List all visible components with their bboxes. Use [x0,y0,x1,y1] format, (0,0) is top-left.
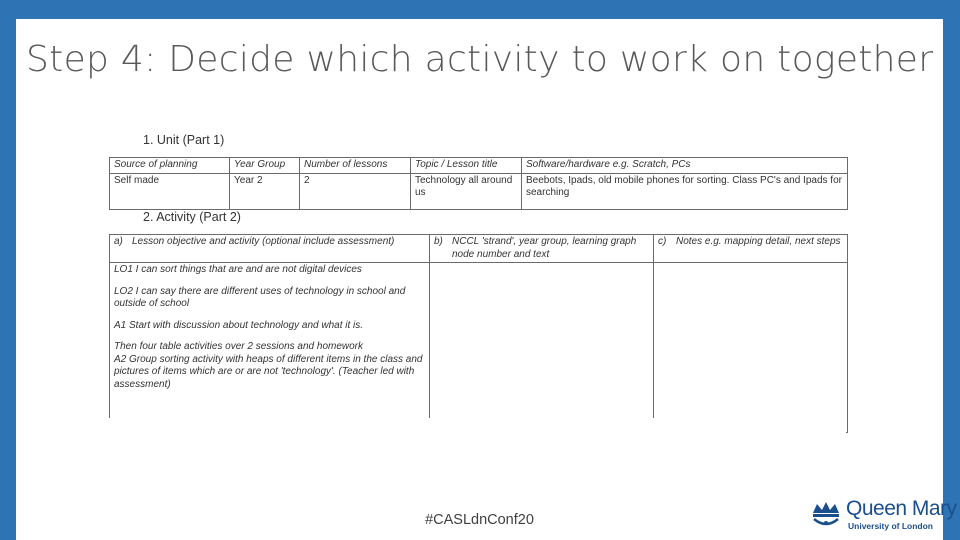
activity-notes-cell [654,263,848,433]
unit-cell-year: Year 2 [230,173,300,209]
crown-crest-icon [810,499,842,529]
image-crop-edge [106,418,846,438]
unit-header-row [110,158,848,174]
logo-subtitle: University of London [848,521,933,531]
activity-col-a-label: a) [114,236,123,247]
slide [16,19,957,540]
activity-heading: 2. Activity (Part 2) [143,210,241,224]
logo-name: Queen Mary [846,497,957,520]
activity-table [109,234,848,433]
activity-col-a-text: Lesson objective and activity (optional include assessment) [132,236,395,247]
unit-data-row [110,173,848,209]
unit-cell-topic: Technology all around us [411,173,522,209]
activity-body-row [110,263,848,433]
activity-col-c-text: Notes e.g. mapping detail, next steps [676,236,841,247]
activity-nccl-cell [430,263,654,433]
activity-col-c-label: c) [658,236,667,247]
activity-col-a [110,235,430,263]
unit-col-software: Software/hardware e.g. Scratch, PCs [522,158,848,174]
unit-col-source: Source of planning [110,158,230,174]
queen-mary-logo [810,497,957,533]
slide-title: Step 4: Decide which activity to work on together [26,39,934,80]
unit-cell-lessons: 2 [300,173,411,209]
unit-col-lessons: Number of lessons [300,158,411,174]
unit-cell-software: Beebots, Ipads, old mobile phones for sorting. Class PC's and Ipads for searching [522,173,848,209]
activity-col-b-label: b) [434,236,443,247]
unit-table [109,157,848,210]
activity-a1: A1 Start with discussion about technology and what it is. [114,319,364,331]
activity-col-b-text: NCCL 'strand', year group, learning graph node number and text [452,236,637,260]
activity-col-b [430,235,654,263]
activity-header-row [110,235,848,263]
unit-col-year: Year Group [230,158,300,174]
activity-a2: A2 Group sorting activity with heaps of different items in the class and pictures of items which are or are not 'technology'. (Teacher led with assessment) [114,353,423,390]
unit-heading: 1. Unit (Part 1) [143,133,225,147]
activity-a2-intro: Then four table activities over 2 sessions and homework [114,341,364,352]
objective-lo2: LO2 I can say there are different uses of technology in school and outside of school [114,285,406,309]
activity-col-c [654,235,848,263]
conference-hashtag: #CASLdnConf20 [425,512,534,528]
unit-cell-source: Self made [110,173,230,209]
activity-objectives-cell [110,263,430,433]
unit-col-topic: Topic / Lesson title [411,158,522,174]
objective-lo1: LO1 I can sort things that are and are not digital devices [114,264,362,275]
